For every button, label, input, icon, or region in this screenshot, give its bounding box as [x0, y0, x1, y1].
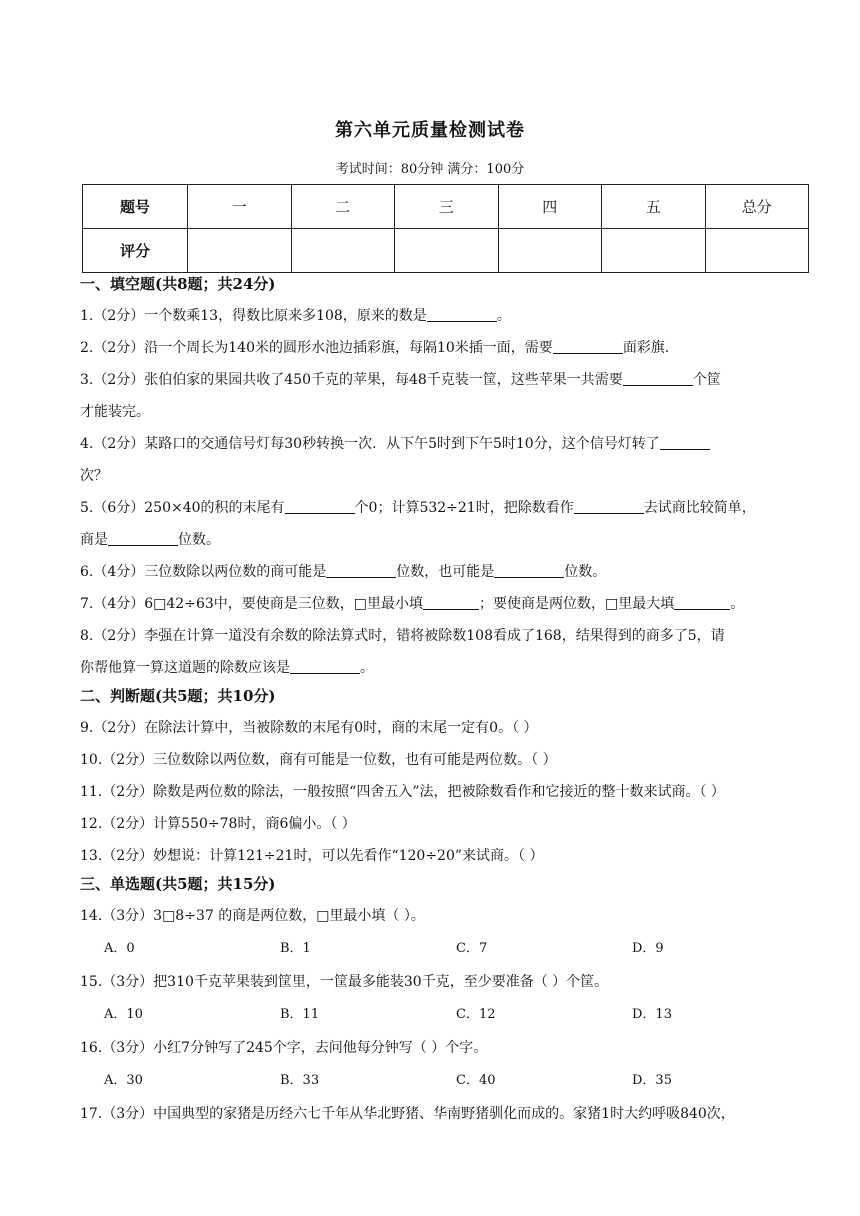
score-cell-label: 题号 [83, 185, 188, 229]
question-10: 10.（2分）三位数除以两位数，商有可能是一位数，也有可能是两位数。（ ） [80, 752, 557, 768]
answer-blank [427, 307, 497, 322]
answer-blank [108, 531, 178, 546]
question-5 [80, 492, 812, 556]
question-8 [80, 620, 812, 684]
option-a: A．0 [104, 941, 135, 956]
question-text: 你帮他算一算这道题的除数应该是 [80, 660, 290, 676]
question-text: 才能装完。 [80, 404, 150, 420]
exam-body [80, 272, 812, 1130]
answer-blank [423, 595, 479, 610]
options-row [80, 1064, 812, 1098]
question-text: 。 [496, 308, 511, 324]
question-12: 12.（2分）计算550÷78时，商6偏小。（ ） [80, 816, 356, 832]
section-heading: 一、填空题(共8题；共24分) [80, 275, 276, 293]
question-text: 。 [730, 596, 745, 612]
answer-blank [494, 563, 564, 578]
question-text: 商是 [80, 532, 108, 548]
question-text: 个0；计算532÷21时，把除数看作 [354, 500, 574, 516]
answer-blank [574, 499, 644, 514]
score-cell-section: 二 [291, 185, 395, 229]
score-cell-empty [291, 229, 395, 273]
question-text: 4.（2分）某路口的交通信号灯每30秒转换一次．从下午5时到下午5时10分，这个信号灯转了 [80, 436, 660, 452]
question-3 [80, 364, 812, 428]
score-cell-total: 总分 [705, 185, 809, 229]
section-heading: 二、判断题(共5题；共10分) [80, 687, 276, 705]
question-text: 8.（2分）李强在计算一道没有余数的除法算式时，错将被除数108看成了168，结果得到的商多了5，请 [80, 628, 725, 644]
question-4 [80, 428, 812, 492]
question-text: 位数。 [564, 564, 607, 580]
score-cell-empty [602, 229, 706, 273]
question-text: 位数。 [178, 532, 220, 548]
question-16: 16.（3分）小红7分钟写了245个字，去问他每分钟写（ ）个字。 [80, 1040, 488, 1056]
score-table-header-row [83, 185, 809, 229]
question-text: 次？ [80, 468, 108, 484]
question-text: 个筐 [692, 372, 721, 388]
question-text: 2.（2分）沿一个周长为140米的圆形水池边插彩旗，每隔10米插一面，需要 [80, 340, 553, 356]
exam-title: 第六单元质量检测试卷 [335, 120, 525, 141]
question-text: 面彩旗. [622, 340, 670, 356]
option-d: D．9 [632, 941, 664, 956]
question-text: 7.（4分）6□42÷63中，要使商是三位数，□里最小填 [80, 596, 423, 612]
question-text: 6.（4分）三位数除以两位数的商可能是 [80, 564, 327, 580]
question-text: ；要使商是两位数，□里最大填 [479, 596, 675, 612]
option-b: B．1 [280, 941, 311, 956]
score-cell-section: 三 [395, 185, 499, 229]
exam-subtitle: 考试时间：80分钟 满分：100分 [335, 162, 525, 177]
question-17: 17.（3分）中国典型的家猪是历经六七千年从华北野猪、华南野猪驯化而成的。家猪1时大约呼吸840次， [80, 1106, 735, 1122]
question-text: 5.（6分）250×40的积的末尾有 [80, 500, 285, 516]
answer-blank [660, 435, 710, 450]
question-15: 15.（3分）把310千克苹果装到筐里，一筐最多能装30千克，至少要准备（ ）个筐。 [80, 974, 609, 990]
score-cell-section: 一 [188, 185, 292, 229]
answer-blank [623, 371, 693, 386]
options-row [80, 998, 812, 1032]
score-cell-section: 四 [498, 185, 602, 229]
option-b: B．33 [280, 1073, 320, 1088]
answer-blank [285, 499, 355, 514]
score-table [82, 184, 809, 273]
option-c: C．7 [456, 941, 488, 956]
option-a: A．30 [104, 1073, 143, 1088]
option-d: D．35 [632, 1073, 672, 1088]
option-a: A．10 [104, 1007, 143, 1022]
question-text: 。 [360, 660, 374, 676]
section-heading: 三、单选题(共5题；共15分) [80, 875, 276, 893]
answer-blank [674, 595, 730, 610]
question-text: 3.（2分）张伯伯家的果园共收了450千克的苹果，每48千克装一筐，这些苹果一共需要 [80, 372, 623, 388]
answer-blank [290, 659, 360, 674]
question-1 [80, 300, 812, 332]
question-14: 14.（3分）3□8÷37 的商是两位数，□里最小填（ ）。 [80, 908, 425, 924]
question-9: 9.（2分）在除法计算中，当被除数的末尾有0时，商的末尾一定有0。（ ） [80, 720, 538, 736]
option-c: C．40 [456, 1073, 496, 1088]
score-cell-empty [188, 229, 292, 273]
option-b: B．11 [280, 1007, 320, 1022]
options-row [80, 932, 812, 966]
question-text: 1.（2分）一个数乘13，得数比原来多108，原来的数是 [80, 308, 427, 324]
question-13: 13.（2分）妙想说：计算121÷21时，可以先看作“120÷20”来试商。（ ） [80, 848, 544, 864]
answer-blank [553, 339, 623, 354]
question-6 [80, 556, 812, 588]
question-text: 去试商比较简单， [643, 500, 756, 516]
option-c: C．12 [456, 1007, 496, 1022]
score-cell-section: 五 [602, 185, 706, 229]
score-cell-empty [498, 229, 602, 273]
option-d: D．13 [632, 1007, 672, 1022]
score-cell-empty [395, 229, 499, 273]
question-text: 位数，也可能是 [396, 564, 495, 580]
score-cell-empty [705, 229, 809, 273]
score-cell-label: 评分 [83, 229, 188, 273]
answer-blank [326, 563, 396, 578]
question-7 [80, 588, 812, 620]
score-table-score-row [83, 229, 809, 273]
question-2 [80, 332, 812, 364]
question-11: 11.（2分）除数是两位数的除法，一般按照“四舍五入”法，把被除数看作和它接近的整十数来试商。（ ） [80, 784, 725, 800]
